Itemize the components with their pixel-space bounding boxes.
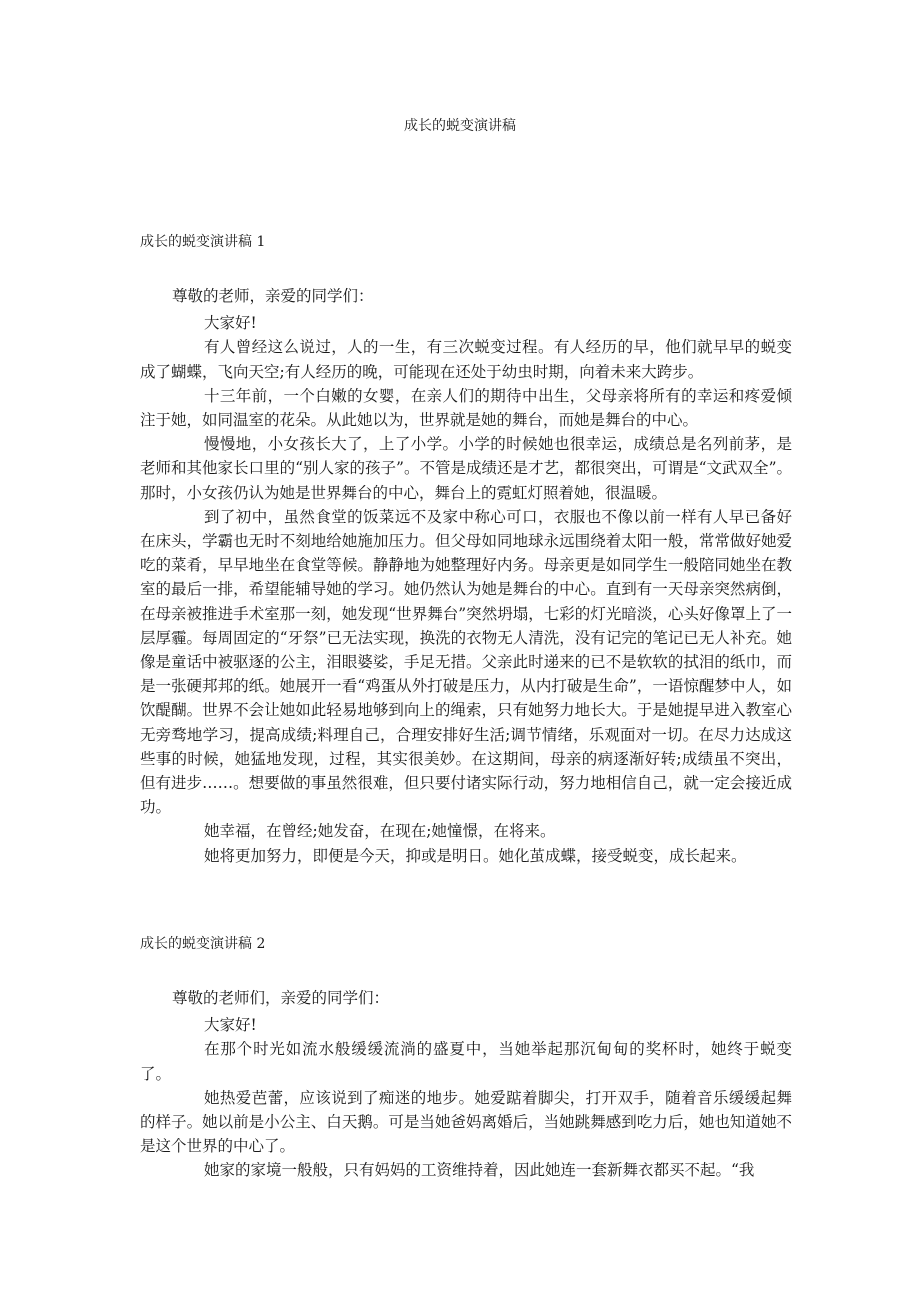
paragraph: 她热爱芭蕾，应该说到了痴迷的地步。她爱踮着脚尖，打开双手，随着音乐缓缓起舞的样子。她以前是小公主、白天鹅。可是当她爸妈离婚后，当她跳舞感到吃力后，她也知道她不是这个世界的中心了。 — [140, 1088, 792, 1156]
section-heading-1: 成长的蜕变演讲稿 1 — [140, 234, 266, 250]
paragraph: 到了初中，虽然食堂的饭菜远不及家中称心可口，衣服也不像以前一样有人早已备好在床头，学霸也无时不刻地给她施加压力。但父母如同地球永远围绕着太阳一般，常常做好她爱吃的菜肴，早早地坐在食堂等候。静静地为她整理好内务。母亲更是如同学生一般陪同她坐在教室的最后一排，希望能辅导她的学习。她仍然认为她是舞台的中心。直到有一天母亲突然病倒，在母亲被推进手术室那一刻，她发现“世界舞台”突然坍塌，七彩的灯光暗淡，心头好像罩上了一层厚霾。每周固定的“牙祭”已无法实现，换洗的衣物无人清洗，没有记完的笔记已无人补充。她像是童话中被驱逐的公主，泪眼婆娑，手足无措。父亲此时递来的已不是软软的拭泪的纸巾，而是一张硬邦邦的纸。她展开一看“鸡蛋从外打破是压力，从内打破是生命”，一语惊醒梦中人，如饮醍醐。世界不会让她如此轻易地够到向上的绳索，只有她努力地长大。于是她提早进入教室心无旁骛地学习，提高成绩;料理自己，合理安排好生活;调节情绪，乐观面对一切。在尽力达成这些事的时候，她猛地发现，过程，其实很美妙。在这期间，母亲的病逐渐好转;成绩虽不突出，但有进步……。想要做的事虽然很难，但只要付诸实际行动，努力地相信自己，就一定会接近成功。 — [140, 507, 792, 817]
greeting: 大家好! — [204, 1016, 257, 1035]
paragraph: 她将更加努力，即便是今天，抑或是明日。她化茧成蝶，接受蜕变，成长起来。 — [204, 846, 747, 865]
paragraph: 在那个时光如流水般缓缓流淌的盛夏中，当她举起那沉甸甸的奖杯时，她终于蜕变了。 — [140, 1040, 792, 1083]
section-body-2 — [140, 986, 792, 1183]
paragraph: 有人曾经这么说过，人的一生，有三次蜕变过程。有人经历的早，他们就早早的蜕变成了蝴蝶，飞向天空;有人经历的晚，可能现在还处于幼虫时期，向着未来大跨步。 — [140, 338, 792, 381]
paragraph: 她幸福，在曾经;她发奋，在现在;她憧憬，在将来。 — [204, 822, 556, 841]
paragraph: 十三年前，一个白嫩的女婴，在亲人们的期待中出生，父母亲将所有的幸运和疼爱倾注于她，如同温室的花朵。从此她以为，世界就是她的舞台，而她是舞台的中心。 — [140, 386, 792, 430]
section-body-1 — [140, 284, 792, 868]
document-title: 成长的蜕变演讲稿 — [404, 118, 516, 134]
paragraph: 慢慢地，小女孩长大了，上了小学。小学的时候她也很幸运，成绩总是名列前茅，是老师和其他家长口里的“别人家的孩子”。不管是成绩还是才艺，都很突出，可谓是“文武双全”。那时，小女孩仍认为她是世界舞台的中心，舞台上的霓虹灯照着她，很温暖。 — [140, 435, 792, 502]
section-heading-2: 成长的蜕变演讲稿 2 — [140, 936, 266, 952]
paragraph: 她家的家境一般般，只有妈妈的工资维持着，因此她连一套新舞衣都买不起。“我 — [204, 1161, 755, 1180]
greeting: 大家好! — [204, 314, 257, 333]
salutation: 尊敬的老师，亲爱的同学们： — [172, 287, 374, 305]
salutation: 尊敬的老师们，亲爱的同学们： — [172, 989, 390, 1007]
